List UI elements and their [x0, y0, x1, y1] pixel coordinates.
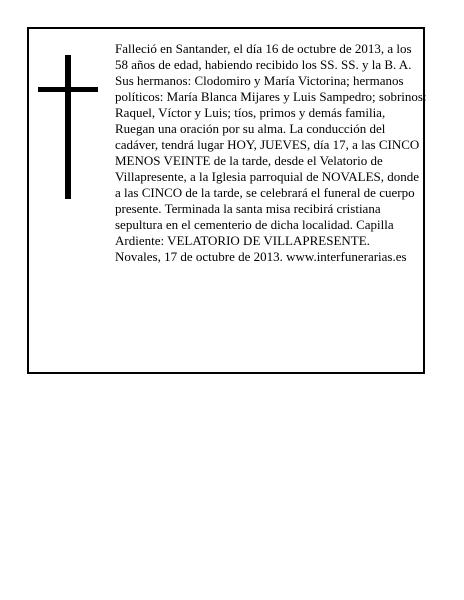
notice-family: Sus hermanos: Clodomiro y María Victorina; hermanos políticos: María Blanca Mijares y Luis Sampedro; sobrinos: Raquel, Víctor y Luis; tíos, primos y demás familia, [115, 73, 427, 120]
cross-vertical-bar [65, 55, 71, 199]
obituary-notice [27, 27, 425, 374]
notice-death-announcement: Falleció en Santander, el día 16 de octubre de 2013, a los 58 años de edad, habiendo recibido los SS. SS. y la B. A. [115, 41, 412, 72]
cross-horizontal-bar [38, 87, 98, 92]
notice-funeral-details: Ruegan una oración por su alma. La conducción del cadáver, tendrá lugar HOY, JUEVES, día 17, a las CINCO MENOS VEINTE de la tarde, desde el Velatorio de Villapresente, a la Iglesia parroquial de NOVALES, donde a las CINCO de la tarde, se celebrará el funeral de cuerpo presente. Terminada la santa misa recibirá cristiana sepultura en el cementerio de dicha localidad. Capilla Ardiente: VELATORIO DE VILLAPRESENTE. [115, 121, 420, 248]
cross-icon [38, 55, 98, 199]
notice-place-date: Novales, 17 de octubre de 2013. www.interfunerarias.es [115, 249, 407, 264]
notice-text [115, 41, 427, 265]
